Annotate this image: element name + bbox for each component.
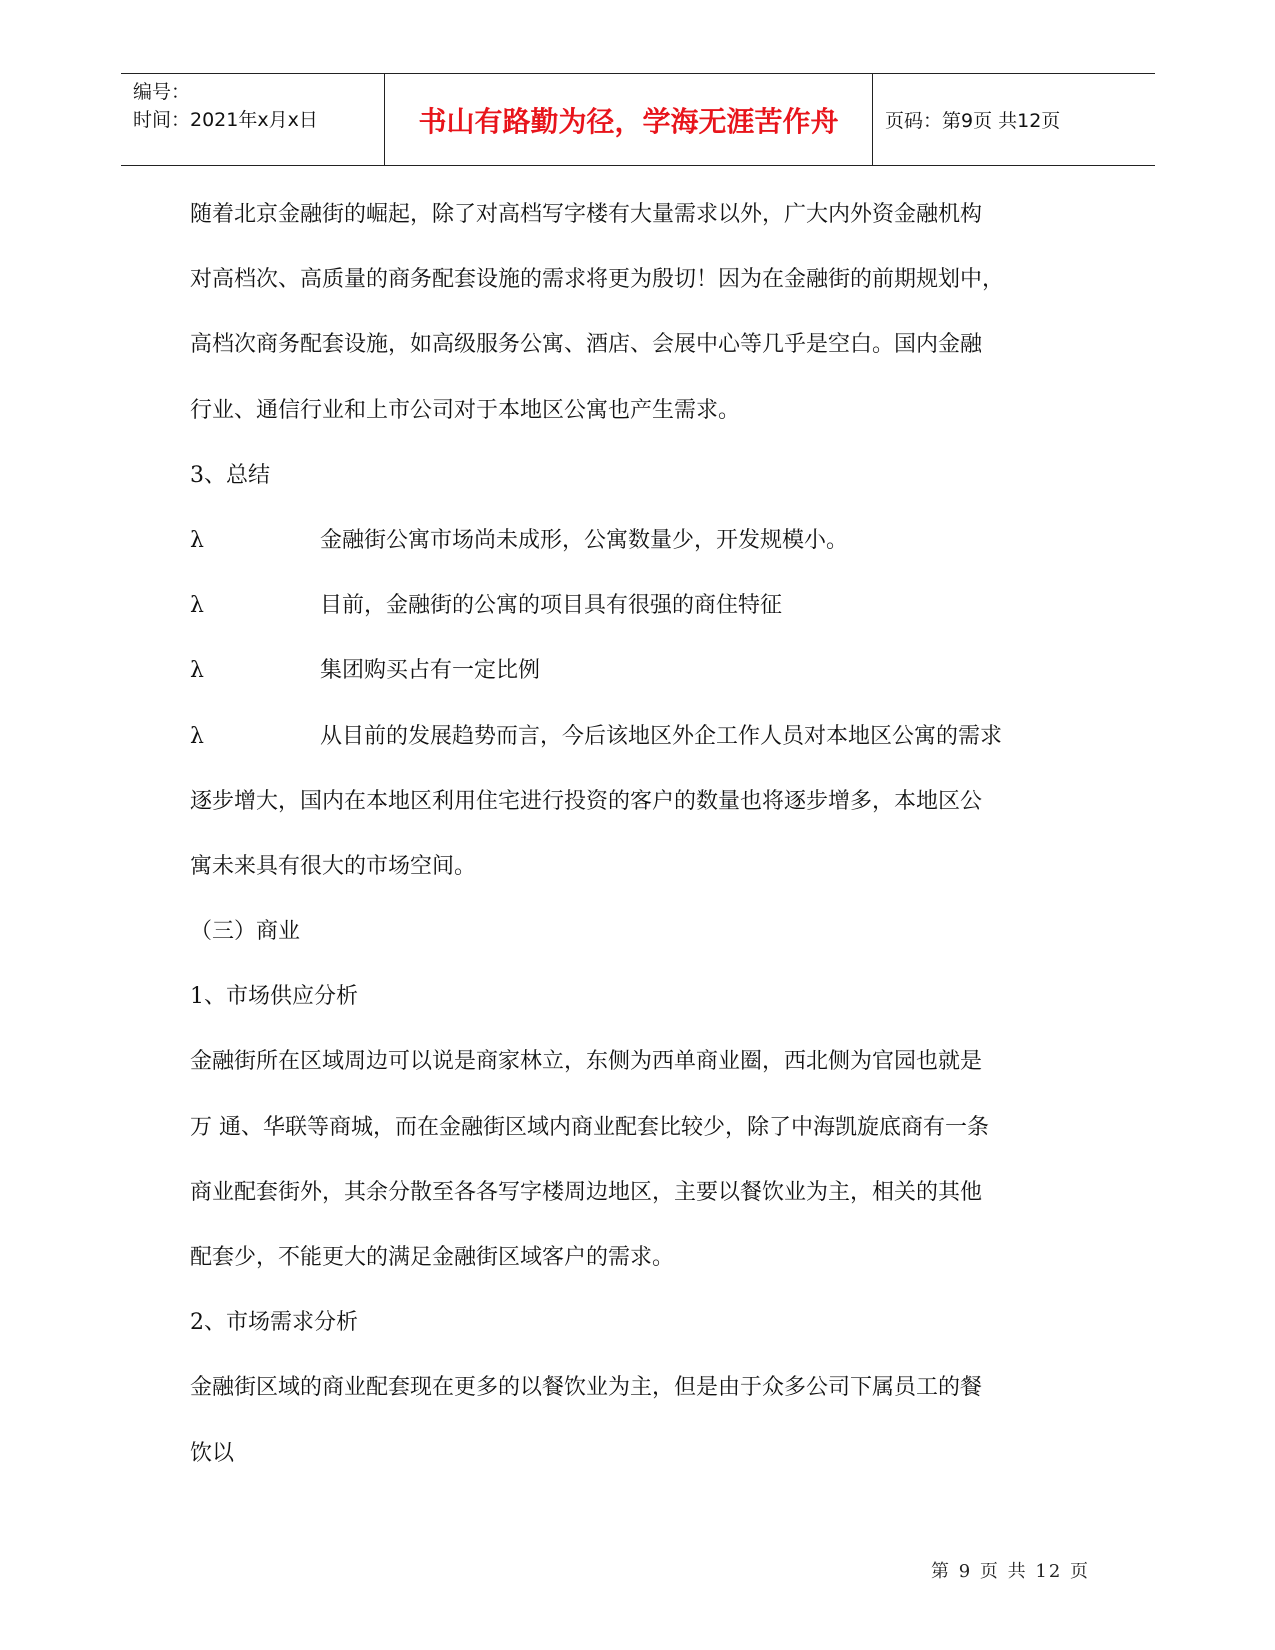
bullet-item: [190, 573, 1100, 638]
paragraph-line: 对高档次、高质量的商务配套设施的需求将更为殷切！因为在金融街的前期规划中，: [190, 267, 1005, 293]
bullet-symbol: λ: [190, 723, 204, 749]
paragraph-line: 金融街所在区域周边可以说是商家林立，东侧为西单商业圈，西北侧为官园也就是: [190, 1049, 983, 1075]
paragraph-line: 行业、通信行业和上市公司对于本地区公寓也产生需求。: [190, 397, 741, 423]
bullet-text: 目前，金融街的公寓的项目具有很强的商住特征: [320, 593, 783, 619]
bullet-item: [190, 508, 1100, 573]
header-motto-cell: [385, 74, 873, 165]
section-heading-commerce: （三）商业: [190, 919, 301, 945]
header-page-cell: [873, 74, 1155, 165]
motto: 书山有路勤为径，学海无涯苦作舟: [418, 104, 839, 138]
bullet-symbol: λ: [190, 527, 204, 553]
page-footer: 第 9 页 共 12 页: [931, 1561, 1090, 1582]
header-table: [121, 73, 1155, 166]
bullet-item: [190, 704, 1100, 769]
document-body: [190, 182, 1100, 1486]
paragraph-line: 金融街区域的商业配套现在更多的以餐饮业为主，但是由于众多公司下属员工的餐: [190, 1375, 983, 1401]
paragraph-line: 随着北京金融街的崛起，除了对高档写字楼有大量需求以外，广大内外资金融机构: [190, 202, 983, 227]
number-label: 编号：: [133, 81, 191, 103]
bullet-symbol: λ: [190, 658, 204, 684]
page-label: 页码：第9页 共12页: [885, 110, 1061, 132]
paragraph-line: 寓未来具有很大的市场空间。: [190, 853, 477, 879]
header-info-cell: [121, 74, 385, 165]
time-label: 时间：2021年x月x日: [133, 109, 318, 131]
paragraph-line: 高档次商务配套设施，如高级服务公寓、酒店、会展中心等几乎是空白。国内金融: [190, 332, 983, 358]
bullet-symbol: λ: [190, 593, 204, 619]
bullet-text: 集团购买占有一定比例: [320, 658, 541, 684]
section-heading-summary: 3、总结: [190, 462, 270, 488]
paragraph-line: 商业配套街外，其余分散至各各写字楼周边地区，主要以餐饮业为主，相关的其他: [190, 1179, 983, 1205]
paragraph-line: 万 通、华联等商城，而在金融街区域内商业配套比较少，除了中海凯旋底商有一条: [190, 1114, 989, 1140]
bullet-item: [190, 638, 1100, 703]
paragraph-line: 饮以: [190, 1440, 235, 1466]
bullet-text: 金融街公寓市场尚未成形，公寓数量少，开发规模小。: [320, 527, 849, 553]
bullet-text: 从目前的发展趋势而言，今后该地区外企工作人员对本地区公寓的需求: [320, 723, 1003, 749]
section-heading-demand: 2、市场需求分析: [190, 1310, 358, 1336]
paragraph-line: 逐步增大，国内在本地区利用住宅进行投资的客户的数量也将逐步增多，本地区公: [190, 788, 983, 814]
section-heading-supply: 1、市场供应分析: [190, 984, 358, 1010]
paragraph-line: 配套少，不能更大的满足金融街区域客户的需求。: [190, 1245, 675, 1270]
